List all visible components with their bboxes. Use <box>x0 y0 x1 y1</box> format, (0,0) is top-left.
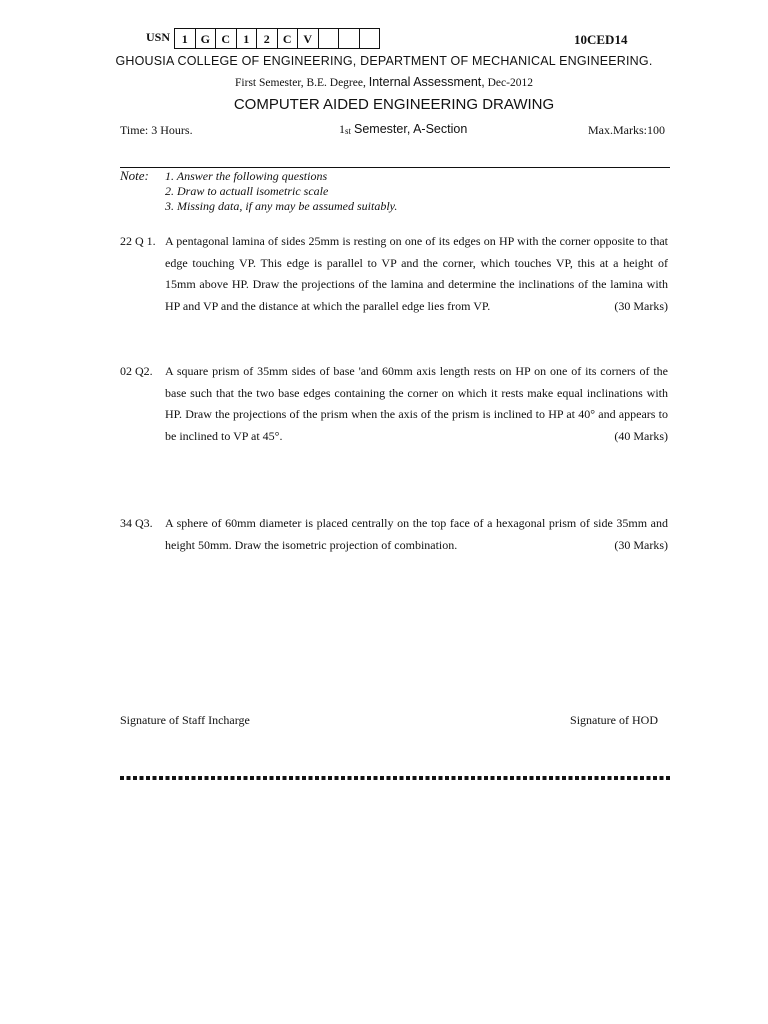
question-text: A square prism of 35mm sides of base 'and 60mm axis length rests on HP on one of its corners of the base such that the two base edges containing the corner on which it rests make equal inclinations with HP. Draw the projections of the prism when the axis of the prism is inclined to HP at 40° and appears to be inclined to VP at 45°. <box>165 364 668 443</box>
exam-time: Time: 3 Hours. <box>120 123 193 137</box>
usn-box: C <box>278 28 299 49</box>
page-title: COMPUTER AIDED ENGINEERING DRAWING <box>233 96 555 113</box>
note-label: Note: <box>120 168 149 183</box>
note-item: 2. Draw to actuall isometric scale <box>165 184 329 198</box>
usn-box: C <box>216 28 237 49</box>
semester-number: 1 <box>339 122 345 136</box>
exam-date: Dec-2012 <box>487 77 533 89</box>
usn-box: G <box>196 28 217 49</box>
section-label: Semester, A-Section <box>354 122 468 136</box>
college-name: GHOUSIA COLLEGE OF ENGINEERING, DEPARTMENT OF MECHANICAL ENGINEERING. <box>115 54 653 68</box>
note-item: 3. Missing data, if any may be assumed suitably. <box>165 199 398 213</box>
question-number: 22 Q 1. <box>120 234 156 248</box>
semester-prefix: First Semester, B.E. Degree, <box>235 77 366 89</box>
max-marks: Max.Marks:100 <box>588 123 665 137</box>
usn-box: 1 <box>237 28 258 49</box>
question-1 <box>120 231 668 317</box>
signature-hod: Signature of HOD <box>570 713 658 727</box>
note-list <box>165 169 397 214</box>
usn-box: 2 <box>257 28 278 49</box>
question-number: 02 Q2. <box>120 364 153 378</box>
usn-box <box>319 28 340 49</box>
usn-box: V <box>298 28 319 49</box>
question-text: A pentagonal lamina of sides 25mm is resting on one of its edges on HP with the corner opposite to that edge touching VP. This edge is parallel to VP and the corner, which touches VP, this at a height of 15mm above HP. Draw the projections of the lamina and determine the inclinations of the lamina with HP and VP and the distance at which the parallel edge lies from VP. <box>165 234 668 313</box>
signature-staff: Signature of Staff Incharge <box>120 713 250 727</box>
semester-line <box>0 75 768 89</box>
usn-boxes <box>174 28 380 49</box>
usn-box <box>360 28 381 49</box>
usn-box <box>339 28 360 49</box>
question-marks: (40 Marks) <box>614 428 668 443</box>
usn-box: 1 <box>175 28 196 49</box>
usn-label: USN <box>146 30 171 44</box>
semester-section <box>339 122 467 137</box>
assessment-type: Internal Assessment, <box>368 75 485 89</box>
question-2 <box>120 361 668 447</box>
divider <box>120 167 670 168</box>
semester-ordinal: st <box>345 126 352 136</box>
question-marks: (30 Marks) <box>614 298 668 313</box>
question-number: 34 Q3. <box>120 516 153 530</box>
question-marks: (30 Marks) <box>614 537 668 552</box>
course-code: 10CED14 <box>574 32 628 47</box>
question-3 <box>120 513 668 556</box>
note-item: 1. Answer the following questions <box>165 169 328 183</box>
dotted-separator <box>120 776 670 780</box>
question-text: A sphere of 60mm diameter is placed centrally on the top face of a hexagonal prism of side 35mm and height 50mm. Draw the isometric projection of combination. <box>165 516 668 552</box>
